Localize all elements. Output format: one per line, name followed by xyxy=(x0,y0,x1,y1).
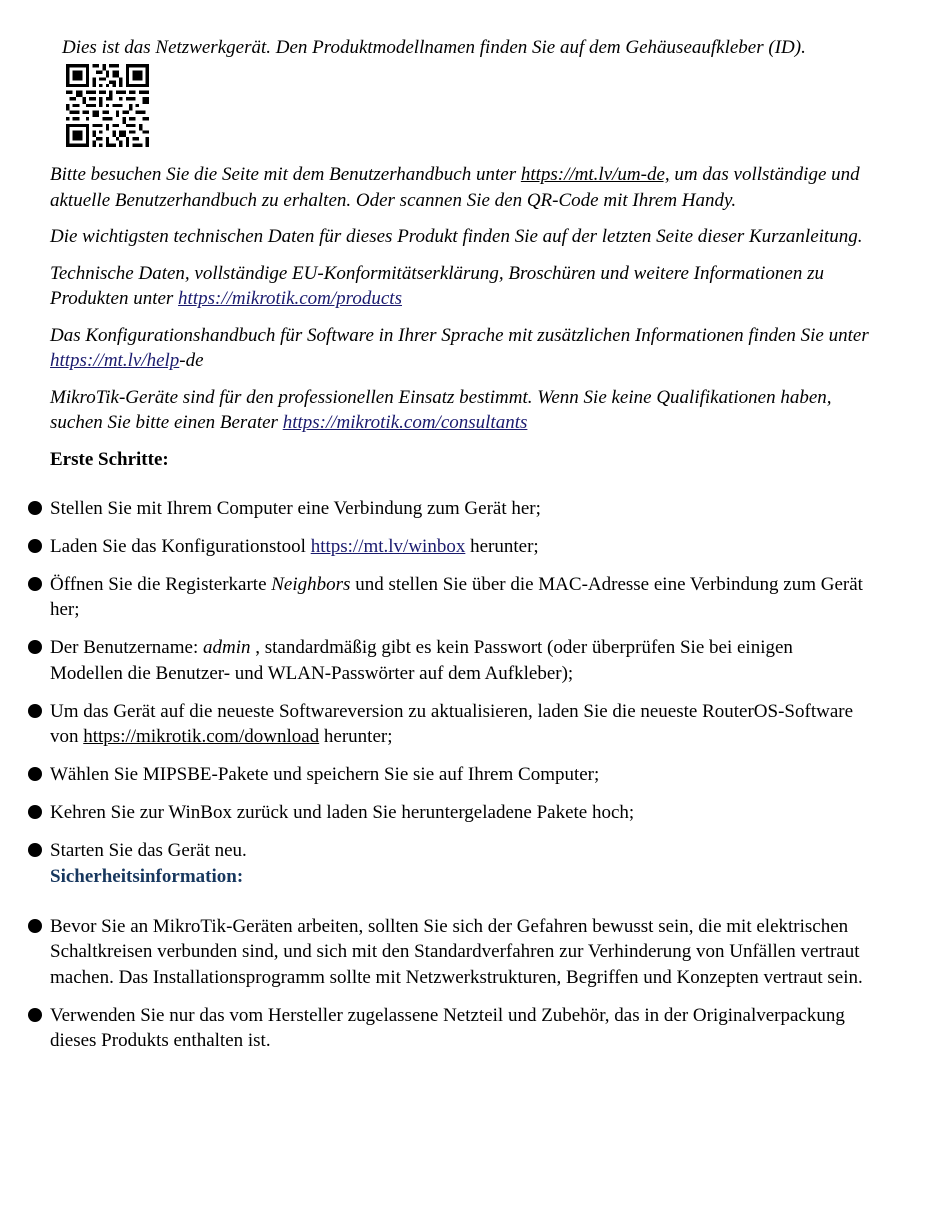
bullet-icon xyxy=(28,577,42,591)
list-item xyxy=(50,838,870,864)
bullet-icon xyxy=(28,919,42,933)
bullet-icon xyxy=(28,767,42,781)
bullet-icon xyxy=(28,1008,42,1022)
tech-specs-paragraph: Die wichtigsten technischen Daten für dieses Produkt finden Sie auf der letzten Seite dieser Kurzanleitung. xyxy=(50,226,863,247)
text-span: Laden Sie das Konfigurationstool xyxy=(50,535,311,557)
first-steps-heading: Erste Schritte: xyxy=(50,448,169,470)
text-span: Bevor Sie an MikroTik-Geräten arbeiten, sollten Sie sich der Gefahren bewusst sein, die mit elektrischen Schaltkreisen verbunden sind, und sich mit den Standardverfahren zur Verhinderung von Unfällen vertraut machen. Das Installationsprogramm sollte mit Netzwerkstrukturen, Begriffen und Konzepten vertraut sein. xyxy=(50,915,863,988)
text-span: -de xyxy=(179,350,204,371)
user-manual-link[interactable]: https://mt.lv/um-de, xyxy=(520,164,670,185)
safety-list xyxy=(50,914,870,1054)
list-item xyxy=(50,496,870,522)
text-span: Stellen Sie mit Ihrem Computer eine Verbindung zum Gerät her; xyxy=(50,497,541,519)
document-body xyxy=(50,162,870,1066)
list-item xyxy=(50,699,870,750)
text-span: Bitte besuchen Sie die Seite mit dem Benutzerhandbuch unter xyxy=(50,164,521,185)
text-span: MikroTik-Geräte sind für den professionellen Einsatz bestimmt. Wenn Sie keine Qualifikationen haben, suchen Sie bitte einen Berater xyxy=(50,386,832,433)
admin-term: admin xyxy=(202,637,251,658)
qr-code-icon xyxy=(66,64,149,147)
bullet-icon xyxy=(28,539,42,553)
bullet-icon xyxy=(28,843,42,857)
consultants-link[interactable]: https://mikrotik.com/consultants xyxy=(282,412,528,433)
intro-text: Dies ist das Netzwerkgerät. Den Produktmodellnamen finden Sie auf dem Gehäuseaufkleber (ID). xyxy=(62,37,806,58)
first-steps-list xyxy=(50,496,870,864)
list-item xyxy=(50,572,870,623)
bullet-icon xyxy=(28,640,42,654)
text-span: Der Benutzername: xyxy=(50,637,203,658)
bullet-icon xyxy=(28,501,42,515)
bullet-icon xyxy=(28,805,42,819)
list-item xyxy=(50,534,870,560)
list-item xyxy=(50,635,870,686)
user-manual-paragraph xyxy=(50,162,870,213)
list-item xyxy=(50,800,870,826)
text-span: Verwenden Sie nur das vom Hersteller zugelassene Netzteil und Zubehör, das in der Originalverpackung dieses Produkts enthalten ist. xyxy=(50,1004,845,1051)
download-link[interactable]: https://mikrotik.com/download xyxy=(83,726,320,747)
products-link[interactable]: https://mikrotik.com/products xyxy=(178,288,402,309)
text-span: Wählen Sie MIPSBE-Pakete und speichern Sie sie auf Ihrem Computer; xyxy=(50,764,600,785)
text-span: um das vollständige und aktuelle Benutzerhandbuch zu erhalten. Oder scannen Sie den QR-Code mit Ihrem Handy. xyxy=(50,164,860,211)
list-item xyxy=(50,762,870,788)
neighbors-term: Neighbors xyxy=(271,573,351,595)
help-paragraph xyxy=(50,323,870,374)
winbox-link[interactable]: https://mt.lv/winbox xyxy=(310,535,466,557)
products-paragraph xyxy=(50,261,870,312)
text-span: herunter; xyxy=(319,726,393,747)
help-link[interactable]: https://mt.lv/help xyxy=(50,350,180,371)
text-span: Kehren Sie zur WinBox zurück und laden Sie heruntergeladene Pakete hoch; xyxy=(50,802,635,823)
text-span: Das Konfigurationshandbuch für Software in Ihrer Sprache mit zusätzlichen Informationen finden Sie unter xyxy=(50,324,869,346)
list-item xyxy=(50,1003,870,1054)
text-span: Öffnen Sie die Registerkarte xyxy=(50,573,272,595)
text-span: herunter; xyxy=(465,535,539,557)
list-item xyxy=(50,914,870,991)
text-span: Um das Gerät auf die neueste Softwareversion zu aktualisieren, laden Sie die neueste RouterOS-Software von xyxy=(50,700,854,747)
text-span: , standardmäßig gibt es kein Passwort (oder überprüfen Sie bei einigen Modellen die Benutzer- und WLAN-Passwörter auf dem Aufkleber); xyxy=(50,637,793,684)
consultants-paragraph xyxy=(50,385,870,436)
text-span: Starten Sie das Gerät neu. xyxy=(50,840,247,861)
bullet-icon xyxy=(28,704,42,718)
safety-heading: Sicherheitsinformation: xyxy=(50,865,244,887)
text-span: Technische Daten, vollständige EU-Konformitätserklärung, Broschüren und weitere Informationen zu Produkten unter xyxy=(50,262,824,309)
text-span: und stellen Sie über die MAC-Adresse eine Verbindung zum Gerät her; xyxy=(50,573,863,620)
